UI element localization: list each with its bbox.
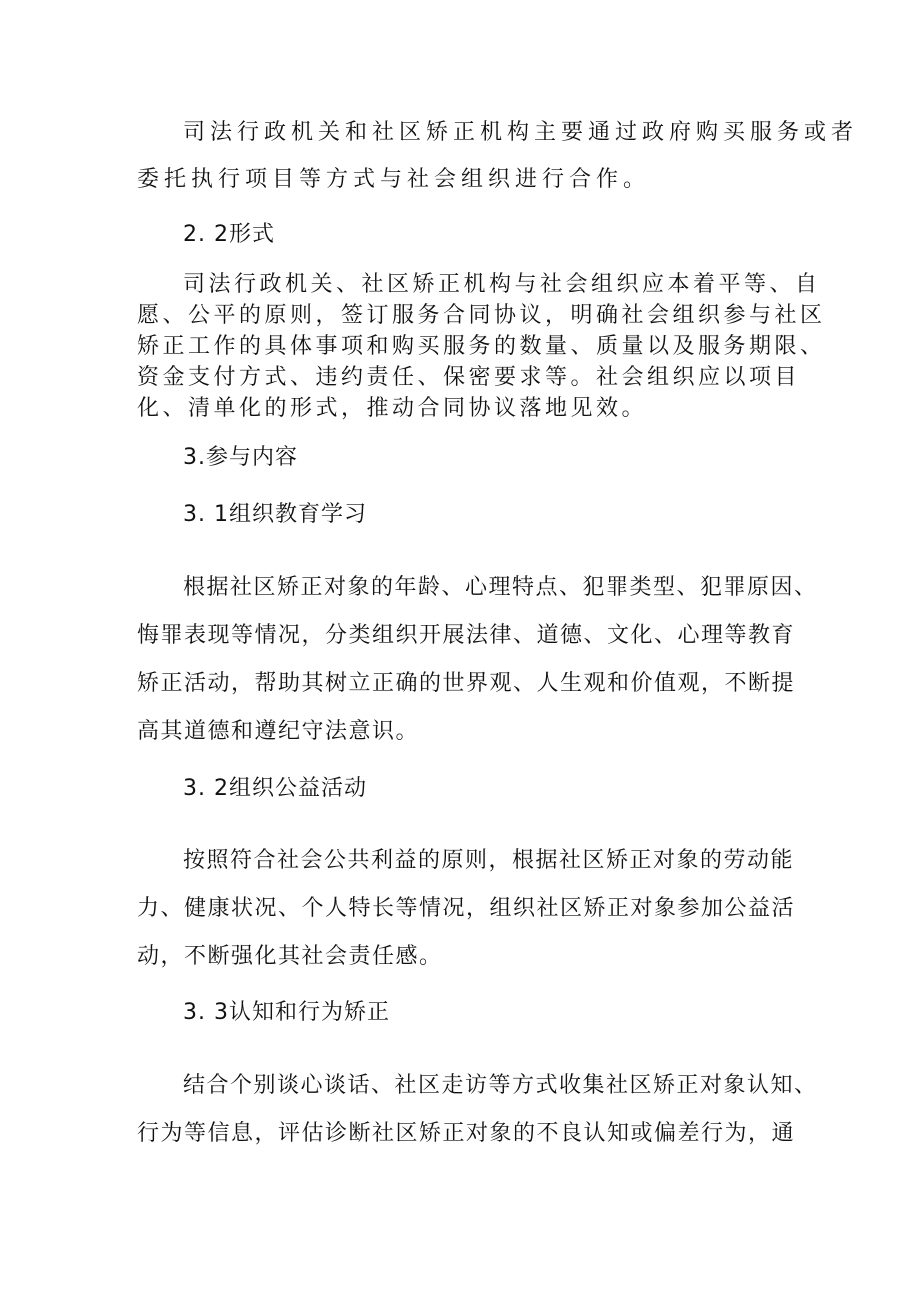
paragraph-education-line-2: 悔罪表现等情况，分类组织开展法律、道德、文化、心理等教育 <box>137 623 796 648</box>
paragraph-form-line-4: 资金支付方式、违约责任、保密要求等。社会组织应以项目 <box>137 365 801 390</box>
paragraph-cooperation-line-1: 司法行政机关和社区矫正机构主要通过政府购买服务或者 <box>183 120 859 145</box>
paragraph-cognition-line-2: 行为等信息，评估诊断社区矫正对象的不良认知或偏差行为，通 <box>137 1121 796 1146</box>
paragraph-education-line-3: 矫正活动，帮助其树立正确的世界观、人生观和价值观，不断提 <box>137 671 796 696</box>
heading-3-3-cognition-behavior: 3. 3认知和行为矫正 <box>183 1000 390 1025</box>
heading-3-1-education: 3. 1组织教育学习 <box>183 502 367 527</box>
paragraph-education-line-1: 根据社区矫正对象的年龄、心理特点、犯罪类型、犯罪原因、 <box>183 575 818 600</box>
paragraph-form-line-1: 司法行政机关、社区矫正机构与社会组织应本着平等、自 <box>183 272 821 297</box>
paragraph-form-line-2: 愿、公平的原则，签订服务合同协议，明确社会组织参与社区 <box>137 303 826 328</box>
paragraph-cognition-line-1: 结合个别谈心谈话、社区走访等方式收集社区矫正对象认知、 <box>183 1073 818 1098</box>
paragraph-public-welfare-line-3: 动，不断强化其社会责任感。 <box>137 944 443 969</box>
paragraph-public-welfare-line-1: 按照符合社会公共利益的原则，根据社区矫正对象的劳动能 <box>183 848 795 873</box>
heading-2-2-form: 2. 2形式 <box>183 222 275 247</box>
paragraph-form-line-5: 化、清单化的形式，推动合同协议落地见效。 <box>137 396 648 421</box>
heading-3-2-public-welfare: 3. 2组织公益活动 <box>183 776 367 801</box>
heading-3-participation-content: 3.参与内容 <box>183 445 298 470</box>
paragraph-form-line-3: 矫正工作的具体事项和购买服务的数量、质量以及服务期限、 <box>137 334 826 359</box>
paragraph-public-welfare-line-2: 力、健康状况、个人特长等情况，组织社区矫正对象参加公益活 <box>137 896 796 921</box>
paragraph-education-line-4: 高其道德和遵纪守法意识。 <box>137 719 420 744</box>
paragraph-cooperation-line-2: 委托执行项目等方式与社会组织进行合作。 <box>137 167 651 192</box>
